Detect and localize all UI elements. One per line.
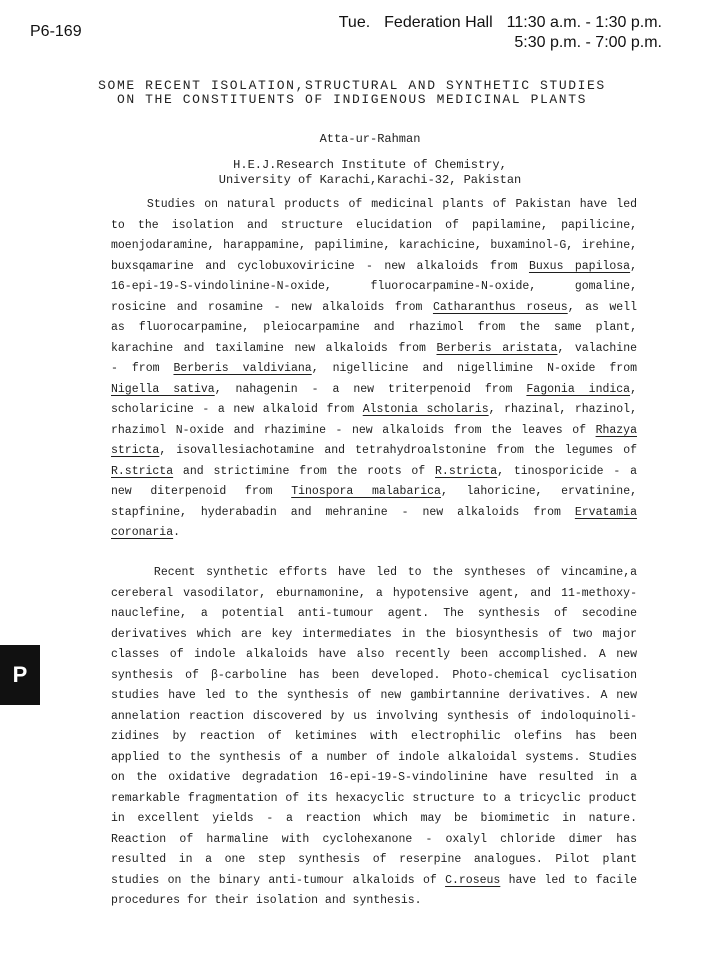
text-line (111, 584, 637, 605)
text-segment: . (173, 526, 181, 539)
title-line-2: ON THE CONSTITUENTS OF INDIGENOUS MEDICINAL PLANTS (116, 92, 588, 107)
species-name: Tinospora malabarica (291, 485, 441, 498)
species-name: Buxus papilosa (528, 259, 631, 273)
text-segment: , lahoricine, ervatinine, (440, 485, 637, 498)
title-line-1: SOME RECENT ISOLATION,STRUCTURAL AND SYNTHETIC STUDIES (98, 78, 606, 93)
text-segment: , rhazinal, rhazinol, (488, 403, 637, 416)
text-segment: rhazimol N-oxide and rhazimine - new alkaloids from the leaves of (111, 423, 596, 437)
text-segment: , tinosporicide - a (497, 464, 638, 478)
text-segment: moenjodaramine, harappamine, papilimine, karachicine, buxaminol-G, irehine, (111, 239, 637, 252)
text-line (111, 462, 637, 483)
affiliation-line-2: University of Karachi,Karachi-32, Pakistan (218, 173, 522, 187)
species-name: Catharanthus roseus (432, 300, 568, 314)
species-name: Berberis aristata (436, 341, 558, 355)
species-name: stricta (111, 444, 160, 457)
text-segment: nauclefine, a potential anti-tumour agent. The synthesis of secodine (111, 607, 637, 620)
species-name: C.roseus (445, 873, 501, 887)
text-segment: applied to the synthesis of a number of indole alkaloidal systems. Studies (111, 750, 637, 764)
text-segment: classes of indole alkaloids have also recently been accomplished. A new (111, 648, 637, 661)
text-line (111, 604, 637, 625)
text-segment: annelation reaction discovered by us involving synthesis of indoloquinoli- (111, 709, 637, 723)
text-line (111, 789, 637, 810)
session-time-1: 11:30 a.m. - 1:30 p.m. (506, 14, 662, 31)
text-line (111, 195, 637, 216)
text-line (111, 380, 637, 401)
text-segment: resulted in a one step synthesis of reserpine analogues. Pilot plant (111, 853, 637, 866)
session-schedule (325, 13, 662, 53)
text-line (111, 850, 637, 871)
text-line (111, 523, 637, 544)
species-name: R.stricta (111, 464, 174, 478)
text-line (111, 298, 637, 319)
text-segment: remarkable fragmentation of its hexacyclic structure to a tricyclic product (111, 791, 637, 805)
text-line (111, 257, 637, 278)
text-segment: to the isolation and structure elucidation of papilamine, papilicine, (111, 218, 637, 232)
text-segment: 16-epi-19-S-vindolinine-N-oxide, fluorocarpamine-N-oxide, gomaline, (111, 280, 637, 293)
text-segment: buxsqamarine and cyclobuxoviricine - new alkaloids from (111, 259, 529, 273)
text-line (111, 748, 637, 769)
species-name: Alstonia scholaris (362, 403, 489, 416)
text-segment: as fluorocarpamine, pleiocarpamine and rhazimol from the same plant, (111, 321, 637, 334)
abstract-paragraph-isolation (111, 195, 637, 544)
text-segment: , isovallesiachotamine and tetrahydroalstonine from the legumes of (159, 444, 637, 457)
species-name: Rhazya (595, 423, 637, 437)
text-segment: , as well (567, 300, 637, 314)
text-segment: stapfinine, hyderabadin and mehranine - new alkaloids from (111, 505, 575, 519)
text-line (111, 891, 637, 912)
text-line (111, 727, 637, 748)
text-line (111, 768, 637, 789)
text-segment: rosicine and rosamine - new alkaloids from (111, 300, 433, 314)
text-segment: derivatives which are key intermediates in the biosynthesis of two major (111, 627, 637, 641)
text-line (111, 830, 637, 851)
text-line (111, 482, 637, 503)
text-segment: on the oxidative degradation 16-epi-19-S-vindolinine have resulted in a (111, 771, 637, 784)
text-segment: have led to facile (500, 873, 637, 887)
species-name: coronaria (111, 526, 174, 539)
text-segment: , valachine (557, 341, 638, 355)
text-line (111, 277, 637, 298)
text-segment: , nigellicine and nigellimine N-oxide from (311, 362, 637, 375)
session-time-2: 5:30 p.m. - 7:00 p.m. (514, 34, 662, 51)
text-segment: , nahagenin - a new triterpenoid from (214, 382, 527, 396)
species-name: Fagonia indica (526, 382, 631, 396)
text-segment: and strictimine from the roots of (173, 464, 436, 478)
text-line (111, 421, 637, 442)
text-line (111, 809, 637, 830)
species-name: R.stricta (435, 464, 498, 478)
text-line (111, 318, 637, 339)
text-segment: new diterpenoid from (111, 485, 292, 498)
text-line (111, 441, 637, 462)
text-line (111, 236, 637, 257)
text-line (111, 645, 637, 666)
text-segment: procedures for their isolation and synthesis. (111, 894, 422, 907)
text-segment: Reaction of harmaline with cyclohexanone - oxalyl chloride dimer has (111, 832, 637, 846)
session-day: Tue. (338, 14, 371, 31)
section-tab-marker: P (0, 645, 40, 705)
text-segment: , (630, 259, 637, 273)
text-segment: Studies on natural products of medicinal plants of Pakistan have led (111, 198, 637, 211)
text-segment: synthesis of β-carboline has been developed. Photo-chemical cyclisation (111, 668, 637, 682)
text-line (111, 707, 637, 728)
author: Atta-ur-Rahman (319, 132, 421, 146)
text-segment: studies on the binary anti-tumour alkaloids of (111, 873, 446, 887)
text-line (111, 503, 637, 524)
text-segment: scholaricine - a new alkaloid from (111, 403, 363, 416)
text-line (111, 400, 637, 421)
species-name: Ervatamia (574, 505, 637, 519)
text-line (111, 339, 637, 360)
session-venue: Federation Hall (384, 14, 493, 31)
species-name: Nigella sativa (111, 382, 215, 396)
text-segment: , (630, 382, 637, 396)
text-line (111, 216, 637, 237)
text-line (111, 666, 637, 687)
text-line (111, 625, 637, 646)
text-segment: studies have led to the synthesis of new gambirtannine derivatives. A new (111, 689, 637, 702)
text-segment: cereberal vasodilator, eburnamonine, a hypotensive agent, and 11-methoxy- (111, 586, 637, 600)
species-name: Berberis valdiviana (173, 362, 312, 375)
affiliation-line-1: H.E.J.Research Institute of Chemistry, (233, 158, 507, 172)
session-code: P6-169 (30, 23, 82, 40)
text-line (111, 359, 637, 380)
text-segment: karachine and taxilamine new alkaloids from (111, 341, 437, 355)
text-segment: - from (111, 362, 174, 375)
text-line (111, 563, 637, 584)
text-segment: zidines by reaction of ketimines with electrophilic olefins has been (111, 730, 637, 743)
text-segment: in excellent yields - a reaction which may be biomimetic in nature. (111, 812, 637, 825)
abstract-paragraph-synthesis (111, 563, 637, 912)
text-line (111, 686, 637, 707)
text-line (111, 871, 637, 892)
text-segment: Recent synthetic efforts have led to the syntheses of vincamine,a (111, 566, 637, 579)
